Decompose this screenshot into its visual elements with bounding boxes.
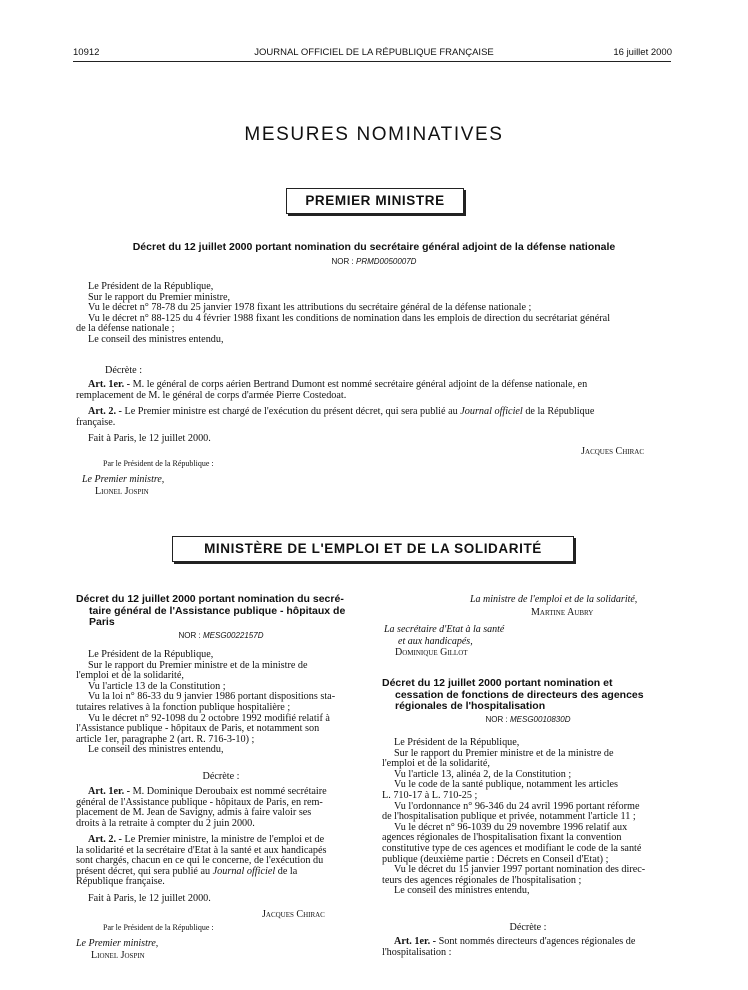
secretaire-etat-title-2: et aux handicapés, — [398, 636, 473, 647]
preamble-line: tutaires relatives à la fonction publique hospitalière ; — [76, 701, 291, 713]
decrete-2: Décrète : — [202, 771, 240, 782]
article-text: M. le général de corps aérien Bertrand Dumont est nommé secrétaire général adjoint de la défense nationale, en — [132, 379, 588, 390]
decree-title-line: cessation de fonctions de directeurs des agences — [395, 688, 644, 701]
preamble-line: de l'hospitalisation publique et privée, notamment l'article 11 ; — [382, 811, 636, 823]
preamble-3 — [382, 738, 674, 897]
preamble-line: l'emploi et de la solidarité, — [382, 758, 490, 770]
par-le-president-2: Par le Président de la République : — [103, 923, 214, 932]
preamble-line: publique (deuxième partie : Décrets en Conseil d'Etat) ; — [382, 853, 609, 865]
article-text: présent décret, qui sera publié au — [76, 865, 211, 877]
preamble-line: Vu le décret n° 92-1098 du 2 octobre 1992 modifié relatif à — [88, 712, 330, 724]
header-rule — [73, 61, 671, 62]
article-label: Art. 1er. - — [394, 936, 437, 947]
issue-date: 16 juillet 2000 — [613, 47, 672, 58]
nor-reference-2 — [76, 631, 366, 640]
decree-title-line: taire général de l'Assistance publique - hôpitaux de — [89, 604, 346, 617]
decree-title-line: Paris — [89, 616, 115, 628]
journal-officiel-italic: Journal officiel — [460, 406, 523, 417]
preamble-line: article 1er, paragraphe 2 (art. R. 716-3-10) ; — [76, 733, 255, 745]
article-text: sont chargés, chacun en ce qui le concerne, de l'exécution du — [76, 855, 324, 867]
secretaire-etat-name: Dominique Gillot — [395, 647, 468, 658]
preamble-line: Vu l'article 13 de la Constitution ; — [88, 680, 226, 692]
decree-title-line: régionales de l'hospitalisation — [395, 700, 546, 712]
preamble-line: Sur le rapport du Premier ministre et de la ministre de — [394, 747, 614, 759]
premier-ministre-name-1: Lionel Jospin — [95, 486, 149, 497]
article-1-2 — [76, 407, 672, 428]
premier-ministre-name-2: Lionel Jospin — [91, 950, 145, 961]
section-heading-premier-ministre: PREMIER MINISTRE — [286, 188, 464, 214]
article-label: Art. 2. - — [88, 406, 122, 417]
decree-title-line: Décret du 12 juillet 2000 portant nomination du secré- — [76, 593, 344, 605]
article-2-2 — [76, 835, 366, 888]
decree-title-2 — [76, 594, 366, 629]
preamble-line: Le Président de la République, — [394, 737, 520, 748]
preamble-line: de la défense nationale ; — [76, 323, 175, 335]
article-text: droits à la retraite à compter du 2 juin 2000. — [76, 817, 255, 829]
nor-reference-1 — [0, 257, 748, 266]
par-le-president-1: Par le Président de la République : — [103, 459, 214, 468]
preamble-line: Le Président de la République, — [88, 281, 214, 292]
article-text: de la — [277, 865, 298, 877]
preamble-line: Vu l'article 13, alinéa 2, de la Constitution ; — [394, 768, 572, 780]
decrete-1: Décrète : — [105, 365, 143, 376]
article-2-1 — [76, 787, 366, 829]
article-text: général de l'Assistance publique - hôpitaux de Paris, en rem- — [76, 796, 323, 808]
preamble-2 — [76, 650, 366, 756]
signatory-president-1: Jacques Chirac — [581, 446, 644, 457]
preamble-line: Sur le rapport du Premier ministre et de la ministre de — [88, 659, 308, 671]
article-text: remplacement de M. le général de corps d'armée Pierre Costedoat. — [76, 389, 347, 401]
nor-label: NOR : — [178, 631, 201, 640]
article-label: Art. 1er. - — [88, 379, 131, 390]
decree-title-1: Décret du 12 juillet 2000 portant nomination du secrétaire général adjoint de la défense nationale — [132, 241, 616, 253]
article-label: Art. 1er. - — [88, 786, 131, 797]
article-text: République française. — [76, 876, 165, 888]
main-title: MESURES NOMINATIVES — [244, 124, 504, 145]
preamble-line: Le conseil des ministres entendu, — [394, 885, 530, 897]
preamble-line: Sur le rapport du Premier ministre, — [88, 291, 231, 303]
premier-ministre-title-1: Le Premier ministre, — [82, 474, 165, 485]
nor-code: MESG0010830D — [509, 715, 571, 724]
article-text: placement de M. Jean de Savigny, admis à faire valoir ses — [76, 807, 312, 819]
fait-a-paris-2: Fait à Paris, le 12 juillet 2000. — [88, 893, 211, 904]
preamble-line: l'emploi et de la solidarité, — [76, 670, 184, 682]
nor-label: NOR : — [331, 257, 354, 266]
article-1-1 — [76, 380, 672, 401]
ministre-emploi-title: La ministre de l'emploi et de la solidarité, — [470, 594, 638, 605]
preamble-line: Le Président de la République, — [88, 649, 214, 660]
premier-ministre-title-2: Le Premier ministre, — [76, 938, 159, 949]
article-text: M. Dominique Deroubaix est nommé secrétaire — [132, 786, 327, 797]
preamble-line: l'Assistance publique - hôpitaux de Paris, et notamment son — [76, 723, 320, 735]
preamble-line: Vu l'ordonnance n° 96-346 du 24 avril 1996 portant réforme — [394, 800, 640, 812]
nor-reference-3 — [382, 715, 674, 724]
journal-officiel-italic: Journal officiel — [212, 865, 276, 877]
decree-title-3 — [382, 678, 674, 713]
article-text: française. — [76, 416, 116, 428]
nor-label: NOR : — [485, 715, 508, 724]
preamble-line: Vu le décret du 15 janvier 1997 portant nomination des direc- — [394, 864, 646, 876]
decrete-3: Décrète : — [509, 922, 547, 933]
preamble-line: Vu le code de la santé publique, notamment les articles — [394, 779, 619, 791]
fait-a-paris-1: Fait à Paris, le 12 juillet 2000. — [88, 433, 211, 444]
decree-title-line: Décret du 12 juillet 2000 portant nomination et — [382, 677, 613, 689]
preamble-line: teurs des agences régionales de l'hospitalisation ; — [382, 874, 582, 886]
article-text: Le Premier ministre est chargé de l'exécution du présent décret, qui sera publié au — [124, 406, 458, 417]
preamble-line: Le conseil des ministres entendu, — [88, 744, 224, 756]
preamble-line: Vu le décret n° 78-78 du 25 janvier 1978 fixant les attributions du secrétaire général de la défense nationale ; — [88, 302, 532, 314]
journal-title: JOURNAL OFFICIEL DE LA RÉPUBLIQUE FRANÇAISE — [254, 47, 494, 58]
nor-code: MESG0022157D — [202, 631, 264, 640]
preamble-line: Vu le décret n° 88-125 du 4 février 1988 fixant les conditions de nomination dans les emplois de direction du secrétariat général — [88, 312, 611, 324]
article-text: de la République — [525, 406, 595, 417]
article-text: l'hospitalisation : — [382, 946, 452, 958]
signatory-president-2: Jacques Chirac — [262, 909, 325, 920]
preamble-line: Vu la loi n° 86-33 du 9 janvier 1986 portant dispositions sta- — [88, 691, 336, 703]
preamble-1 — [76, 282, 672, 346]
article-label: Art. 2. - — [88, 834, 122, 845]
preamble-line: Le conseil des ministres entendu, — [88, 333, 224, 345]
ministre-emploi-name: Martine Aubry — [531, 607, 594, 618]
page-number: 10912 — [73, 47, 100, 58]
preamble-line: L. 710-17 à L. 710-25 ; — [382, 789, 478, 801]
preamble-line: Vu le décret n° 96-1039 du 29 novembre 1996 relatif aux — [394, 821, 628, 833]
section-heading-ministere-emploi: MINISTÈRE DE L'EMPLOI ET DE LA SOLIDARITÉ — [172, 536, 574, 562]
article-3-1 — [382, 937, 674, 958]
article-text: Sont nommés directeurs d'agences régionales de — [438, 936, 636, 947]
article-text: la solidarité et la secrétaire d'Etat à la santé et aux handicapés — [76, 844, 327, 856]
secretaire-etat-title-1: La secrétaire d'Etat à la santé — [384, 624, 505, 635]
nor-code: PRMD0050007D — [355, 257, 417, 266]
preamble-line: constitutive type de ces agences et modifiant le code de la santé — [382, 842, 642, 854]
preamble-line: agences régionales de l'hospitalisation fixant la convention — [382, 832, 622, 844]
article-text: Le Premier ministre, la ministre de l'emploi et de — [124, 834, 325, 845]
